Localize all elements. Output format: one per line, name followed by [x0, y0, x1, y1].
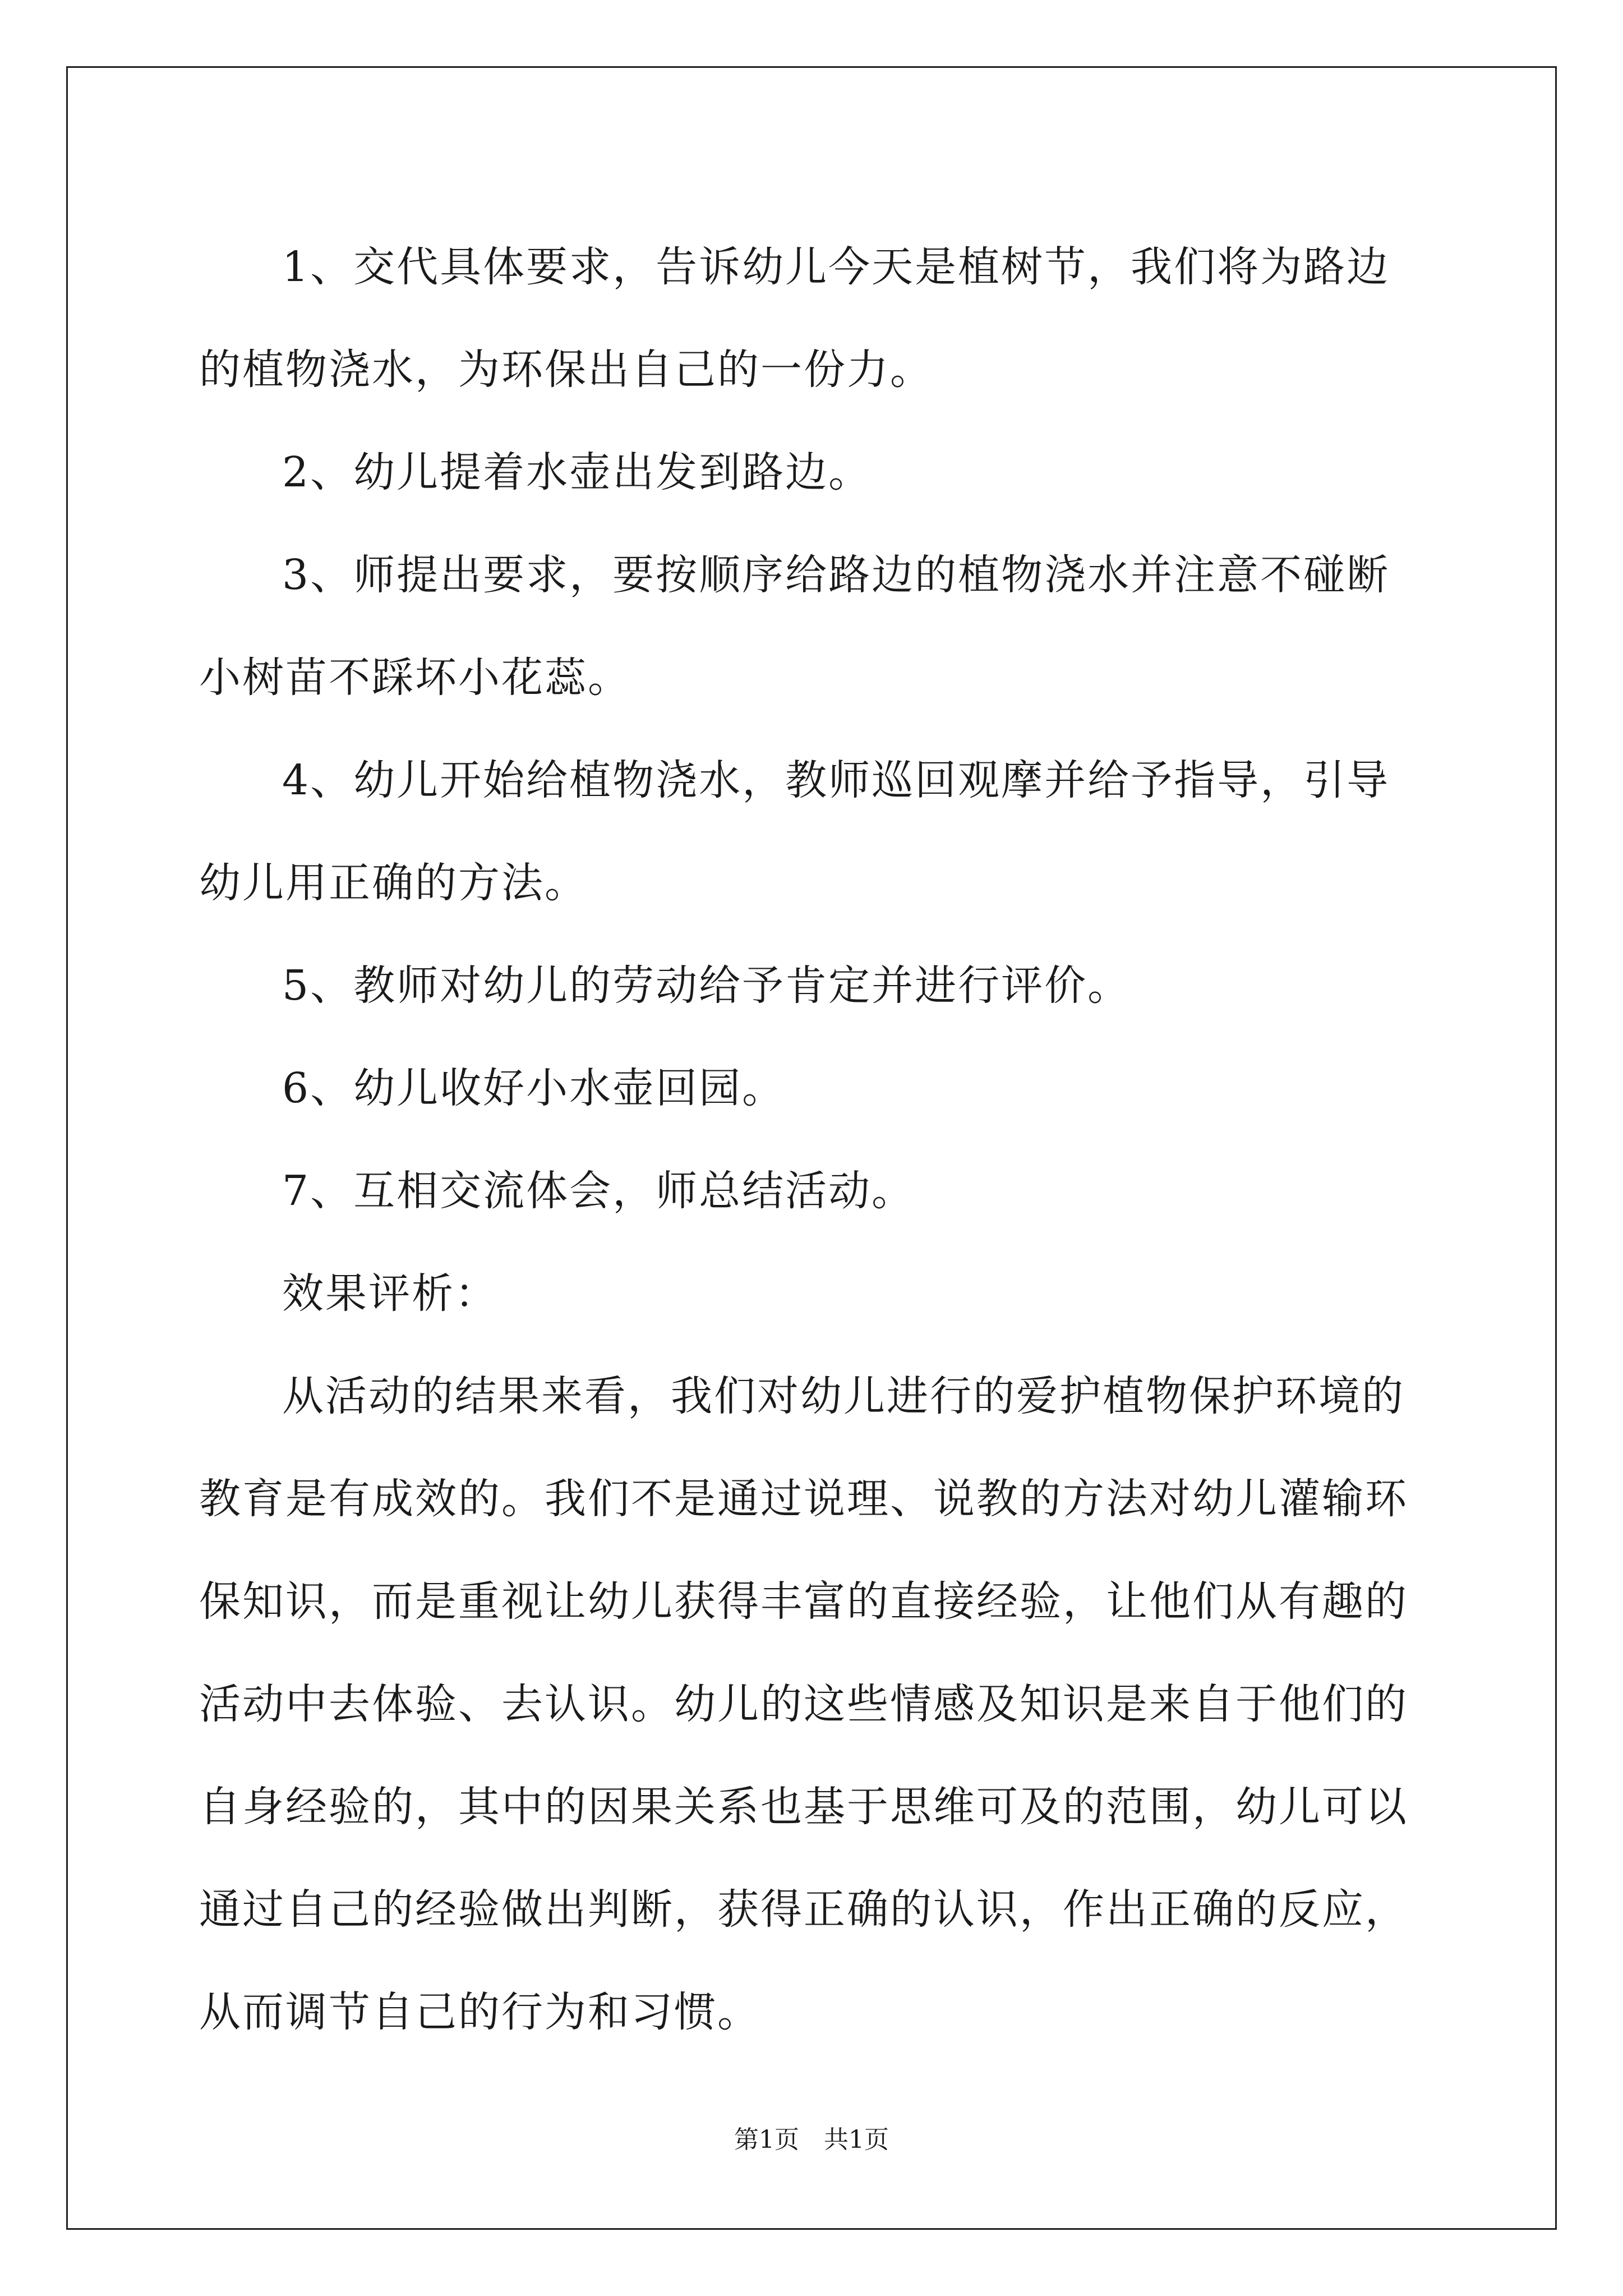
evaluation-heading: 效果评析：	[282, 1269, 498, 1318]
step-4-paragraph: 4、幼儿开始给植物浇水，教师巡回观摩并给予指导，引导幼儿用正确的方法。	[199, 756, 1390, 907]
step-5-paragraph: 5、教师对幼儿的劳动给予肯定并进行评价。	[282, 961, 1131, 1010]
step-6-paragraph: 6、幼儿收好小水壶回园。	[282, 1064, 786, 1112]
document-body	[199, 216, 1433, 2064]
step-1-paragraph: 1、交代具体要求，告诉幼儿今天是植树节，我们将为路边的植物浇水，为环保出自己的一份力。	[199, 243, 1390, 394]
step-2-paragraph: 2、幼儿提着水壶出发到路边。	[282, 448, 872, 496]
evaluation-paragraph: 从活动的结果来看，我们对幼儿进行的爱护植物保护环境的教育是有成效的。我们不是通过说理、说教的方法对幼儿灌输环保知识，而是重视让幼儿获得丰富的直接经验，让他们从有趣的活动中去体验、去认识。幼儿的这些情感及知识是来自于他们的自身经验的，其中的因果关系也基于思维可及的范围，幼儿可以通过自己的经验做出判断，获得正确的认识，作出正确的反应，从而调节自己的行为和习惯。	[199, 1372, 1408, 2036]
step-3-paragraph: 3、师提出要求，要按顺序给路边的植物浇水并注意不碰断小树苗不踩坏小花蕊。	[199, 551, 1390, 702]
step-7-paragraph: 7、互相交流体会，师总结活动。	[282, 1167, 915, 1215]
page-footer: 第1页 共1页	[734, 2125, 889, 2154]
